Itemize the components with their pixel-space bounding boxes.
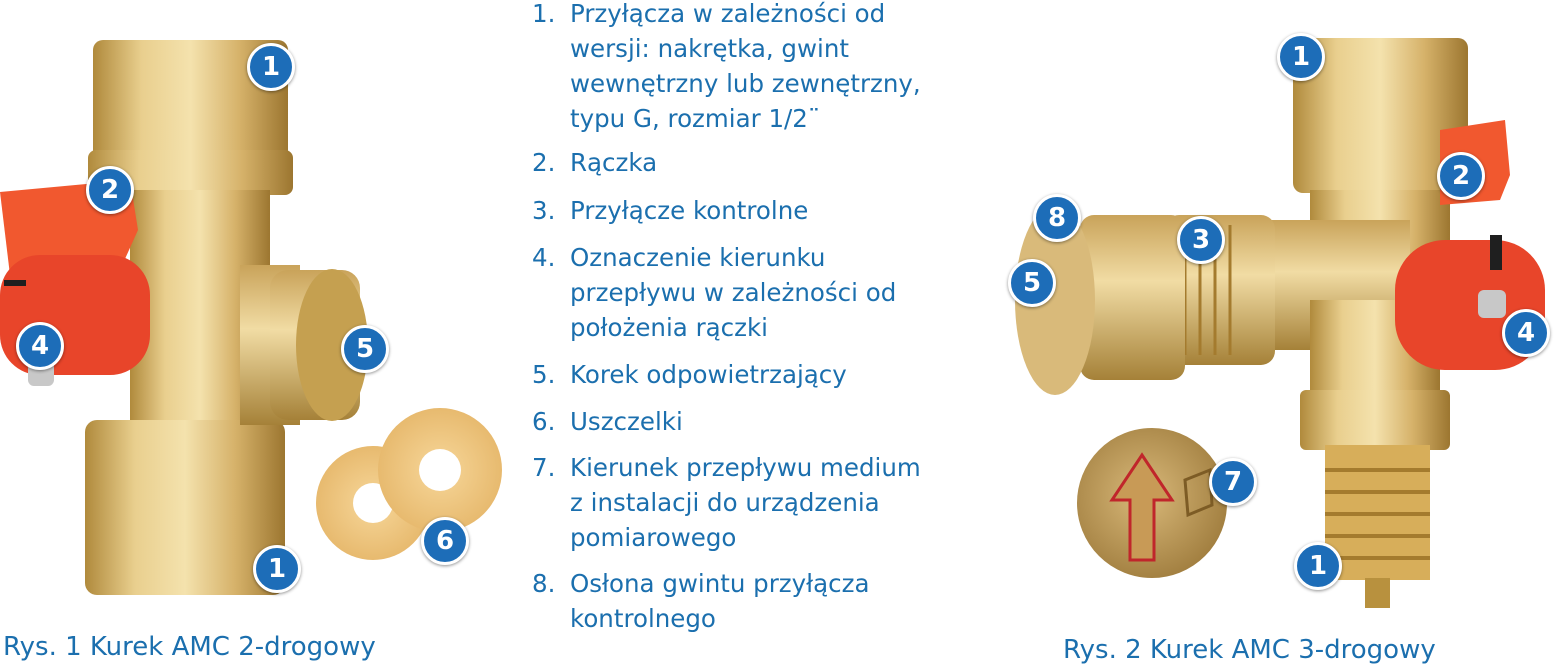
badge-left-1-top: 1 <box>247 43 295 91</box>
flow-detail-inset <box>1075 426 1229 580</box>
legend-text: Przyłącze kontrolne <box>570 196 809 225</box>
washers <box>316 408 502 560</box>
badge-right-2-handle: 2 <box>1437 152 1485 200</box>
badge-right-5-vent-plug: 5 <box>1008 259 1056 307</box>
legend-number: 8. <box>532 569 556 598</box>
legend-number: 4. <box>532 243 556 272</box>
badge-right-8-thread-cover: 8 <box>1033 194 1081 242</box>
badge-right-1-bottom: 1 <box>1294 542 1342 590</box>
legend-text: Przyłącza w zależności od wersji: nakrętka, gwint wewnętrzny lub zewnętrzny, typu G, rozmiar 1/2¨ <box>570 0 921 133</box>
badge-left-1-bottom: 1 <box>253 545 301 593</box>
legend-number: 2. <box>532 148 556 177</box>
caption-left: Rys. 1 Kurek AMC 2-drogowy <box>3 632 376 662</box>
badge-left-2-handle: 2 <box>86 166 134 214</box>
badge-right-4-direction: 4 <box>1502 309 1550 357</box>
legend-number: 1. <box>532 0 556 28</box>
legend-text: Korek odpowietrzający <box>570 360 847 389</box>
badge-right-3-control-port: 3 <box>1177 216 1225 264</box>
legend-number: 5. <box>532 360 556 389</box>
legend-text: Osłona gwintu przyłącza kontrolnego <box>570 569 870 633</box>
badge-right-1-top: 1 <box>1277 33 1325 81</box>
legend-text: Uszczelki <box>570 407 683 436</box>
legend-number: 7. <box>532 453 556 482</box>
caption-right: Rys. 2 Kurek AMC 3-drogowy <box>1063 635 1436 665</box>
badge-left-5-vent-plug: 5 <box>341 325 389 373</box>
legend-text: Kierunek przepływu medium z instalacji do urządzenia pomiarowego <box>570 453 921 552</box>
badge-left-6-washers: 6 <box>421 517 469 565</box>
legend-number: 6. <box>532 407 556 436</box>
badge-left-4-direction: 4 <box>16 322 64 370</box>
legend-number: 3. <box>532 196 556 225</box>
legend-text: Oznaczenie kierunku przepływu w zależności od położenia rączki <box>570 243 897 342</box>
badge-right-7-flow-arrow: 7 <box>1209 458 1257 506</box>
legend-text: Rączka <box>570 148 658 177</box>
